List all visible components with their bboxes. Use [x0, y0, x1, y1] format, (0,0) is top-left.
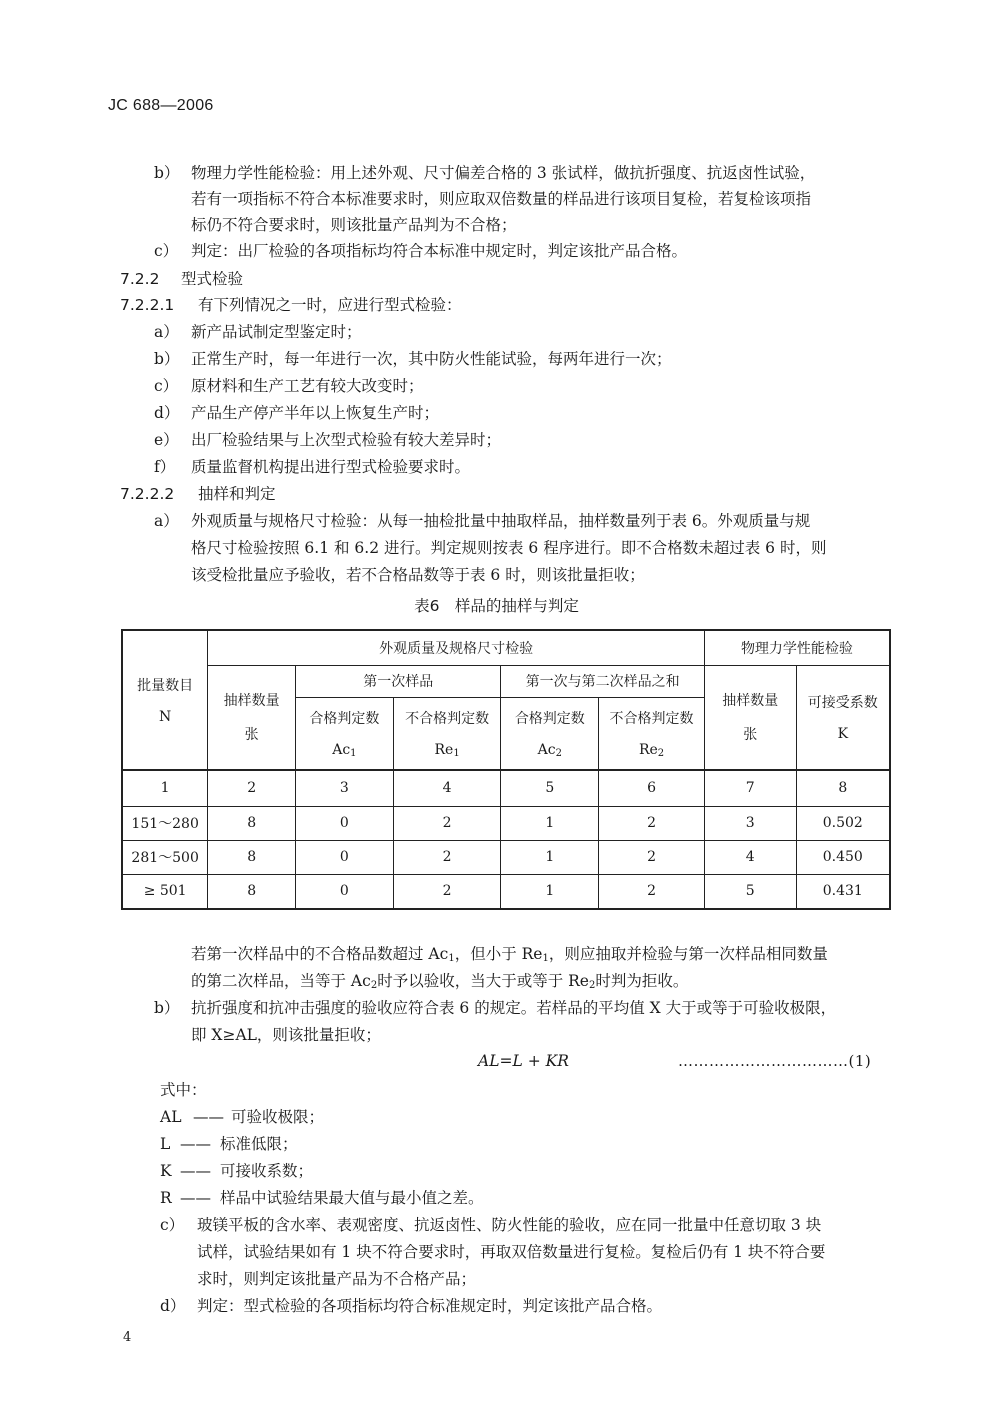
header-phys-sample-qty [704, 665, 796, 770]
paragraph-line: 即 X≥AL，则该批量拒收； [191, 1026, 381, 1044]
header-first-second-sum: 第一次与第二次样品之和 [501, 665, 704, 697]
paragraph-line: 抗折强度和抗冲击强度的验收应符合表 6 的规定。若样品的平均值 X 大于或等于可验收极限， [191, 999, 837, 1017]
table-cell: 7 [704, 770, 796, 806]
header-batch [122, 630, 208, 770]
paragraph-line: 判定：型式检验的各项指标均符合标准规定时，判定该批产品合格。 [197, 1297, 663, 1315]
definition-text: 可验收极限； [231, 1108, 325, 1126]
table-cell: 8 [208, 840, 296, 874]
table-cell: 0.450 [796, 840, 890, 874]
header-batch-label: 批量数目 [137, 678, 194, 694]
table-cell: 2 [393, 806, 501, 840]
header-ac1 [296, 697, 394, 770]
header-ac2-label: 合格判定数 [514, 710, 585, 727]
text-fragment: ，但小于 Re [454, 945, 543, 963]
section-number: 7.2.2 [120, 270, 160, 288]
table-cell: 0 [296, 874, 394, 909]
header-ac2 [501, 697, 599, 770]
text-fragment: 的第二次样品，当等于 Ac [191, 972, 371, 990]
list-item: 出厂检验结果与上次型式检验有较大差异时； [191, 431, 502, 449]
table-index-row [122, 770, 890, 806]
list-item: 产品生产停产半年以上恢复生产时； [191, 404, 440, 422]
header-coefficient-symbol: K [837, 726, 849, 743]
equation-number: ……………………………(1) [678, 1052, 872, 1070]
table-cell: 2 [208, 770, 296, 806]
item-marker: f） [154, 458, 176, 476]
table-cell: 0 [296, 840, 394, 874]
text-fragment: 时予以验收，当大于或等于 Re [377, 972, 589, 990]
paragraph-line [191, 971, 688, 996]
header-re1-label: 不合格判定数 [405, 710, 490, 727]
table-caption: 表6 样品的抽样与判定 [414, 597, 579, 615]
table-cell: 2 [393, 874, 501, 909]
header-sample-unit: 张 [244, 727, 259, 744]
paragraph-line: 求时，则判定该批量产品为不合格产品； [197, 1270, 477, 1288]
section-title: 型式检验 [181, 270, 244, 288]
page-number: 4 [123, 1330, 132, 1345]
header-batch-symbol: N [159, 709, 172, 725]
table-cell: 4 [393, 770, 501, 806]
table-cell: 1 [501, 840, 599, 874]
item-marker: b） [154, 350, 180, 368]
header-appearance-group: 外观质量及规格尺寸检验 [208, 630, 705, 665]
header-ac1-label: 合格判定数 [309, 710, 380, 727]
section-title: 抽样和判定 [198, 485, 276, 503]
table-cell: 8 [208, 874, 296, 909]
item-marker: e） [154, 431, 179, 449]
text-fragment: 时判为拒收。 [595, 972, 689, 990]
table-cell: 281～500 [122, 840, 208, 874]
header-physical-group: 物理力学性能检验 [704, 630, 890, 665]
list-item: 新产品试制定型鉴定时； [191, 323, 362, 341]
table-cell: 1 [122, 770, 208, 806]
paragraph-line [191, 944, 828, 969]
list-item: 质量监督机构提出进行型式检验要求时。 [191, 458, 471, 476]
item-marker: d） [160, 1297, 186, 1315]
item-marker: c） [160, 1216, 185, 1234]
text-fragment: ，则应抽取并检验与第一次样品相同数量 [548, 945, 828, 963]
table-cell: 3 [704, 806, 796, 840]
header-ac1-symbol: Ac [332, 741, 351, 758]
header-re2 [599, 697, 705, 770]
definition-text: 标准低限； [220, 1135, 298, 1153]
definition-symbol: R [160, 1189, 172, 1207]
table-cell: 3 [296, 770, 394, 806]
table-cell: 0.502 [796, 806, 890, 840]
item-marker: c） [154, 377, 179, 395]
item-marker: d） [154, 404, 180, 422]
definition-text: 样品中试验结果最大值与最小值之差。 [220, 1189, 484, 1207]
table-row [122, 840, 890, 874]
section-number: 7.2.2.2 [120, 485, 175, 503]
definition-symbol: AL [160, 1108, 182, 1126]
subscript: 2 [370, 980, 378, 991]
header-ac2-symbol: Ac [537, 741, 556, 758]
paragraph-line: 判定：出厂检验的各项指标均符合本标准中规定时，判定该批产品合格。 [191, 242, 688, 260]
paragraph-line: 该受检批量应予验收，若不合格品数等于表 6 时，则该批量拒收； [191, 566, 645, 584]
table-cell: 5 [501, 770, 599, 806]
header-sample-qty [208, 665, 296, 770]
header-ac2-subscript: 2 [555, 747, 562, 759]
header-re1-symbol: Re [434, 741, 454, 758]
definition-symbol: L [160, 1135, 171, 1153]
list-item: 原材料和生产工艺有较大改变时； [191, 377, 424, 395]
table-cell: 2 [393, 840, 501, 874]
header-re1 [393, 697, 501, 770]
list-item: 正常生产时，每一年进行一次，其中防火性能试验，每两年进行一次； [191, 350, 672, 368]
item-marker: a） [154, 512, 179, 530]
table-cell: 1 [501, 874, 599, 909]
paragraph-line: 物理力学性能检验：用上述外观、尺寸偏差合格的 3 张试样，做抗折强度、抗返卤性试验， [191, 164, 816, 182]
paragraph-line: 玻镁平板的含水率、表观密度、抗返卤性、防火性能的验收，应在同一批量中任意切取 3 块 [197, 1216, 822, 1234]
header-re2-label: 不合格判定数 [609, 710, 694, 727]
header-re2-symbol: Re [638, 741, 658, 758]
table-cell: 2 [599, 874, 705, 909]
section-title: 有下列情况之一时，应进行型式检验： [198, 296, 462, 314]
header-ac1-subscript: 1 [350, 747, 357, 759]
table-cell: 1 [501, 806, 599, 840]
table-row [122, 874, 890, 909]
text-fragment: 若第一次样品中的不合格品数超过 Ac [191, 945, 449, 963]
definition-dash: —— [193, 1108, 224, 1126]
definition-symbol: K [160, 1162, 172, 1180]
header-coefficient-label: 可接受系数 [807, 695, 878, 712]
subscript: 2 [588, 980, 596, 991]
header-re2-subscript: 2 [657, 747, 665, 759]
table-cell: 8 [796, 770, 890, 806]
table-cell: 0 [296, 806, 394, 840]
header-sample-qty-label: 抽样数量 [223, 693, 280, 710]
definition-dash: —— [180, 1189, 211, 1207]
paragraph-line: 试样，试验结果如有 1 块不符合要求时，再取双倍数量进行复检。复检后仍有 1 块不符合要 [197, 1243, 826, 1261]
item-marker: b） [154, 164, 180, 182]
sampling-table [121, 629, 891, 910]
item-marker: b） [154, 999, 180, 1017]
header-coefficient [796, 665, 890, 770]
paragraph-line: 若有一项指标不符合本标准要求时，则应取双倍数量的样品进行该项目复检，若复检该项指 [191, 190, 812, 208]
table-row [122, 806, 890, 840]
table-cell: 0.431 [796, 874, 890, 909]
header-phys-sample-qty-label: 抽样数量 [722, 693, 779, 710]
table-cell: 4 [704, 840, 796, 874]
item-marker: c） [154, 242, 179, 260]
header-first-sample: 第一次样品 [296, 665, 501, 697]
where-label: 式中： [160, 1081, 207, 1099]
paragraph-line: 标仍不符合要求时，则该批量产品判为不合格； [191, 216, 517, 234]
table-cell: ≥ 501 [122, 874, 208, 909]
definition-text: 可接收系数； [220, 1162, 314, 1180]
table-cell: 2 [599, 840, 705, 874]
table-cell: 5 [704, 874, 796, 909]
paragraph-line: 外观质量与规格尺寸检验：从每一抽检批量中抽取样品，抽样数量列于表 6。外观质量与规 [191, 512, 811, 530]
table-cell: 6 [599, 770, 705, 806]
definition-dash: —— [180, 1135, 211, 1153]
header-re1-subscript: 1 [453, 747, 460, 759]
definition-dash: —— [180, 1162, 211, 1180]
item-marker: a） [154, 323, 179, 341]
header-phys-sample-unit: 张 [743, 727, 758, 744]
subscript: 1 [448, 953, 455, 964]
table-cell: 151～280 [122, 806, 208, 840]
standard-code-header: JC 688—2006 [108, 97, 214, 114]
formula: AL=L + KR [478, 1052, 569, 1070]
paragraph-line: 格尺寸检验按照 6.1 和 6.2 进行。判定规则按表 6 程序进行。即不合格数未超过表 6 时，则 [191, 539, 827, 557]
section-number: 7.2.2.1 [120, 296, 175, 314]
table-cell: 8 [208, 806, 296, 840]
table-cell: 2 [599, 806, 705, 840]
subscript: 1 [542, 953, 549, 964]
